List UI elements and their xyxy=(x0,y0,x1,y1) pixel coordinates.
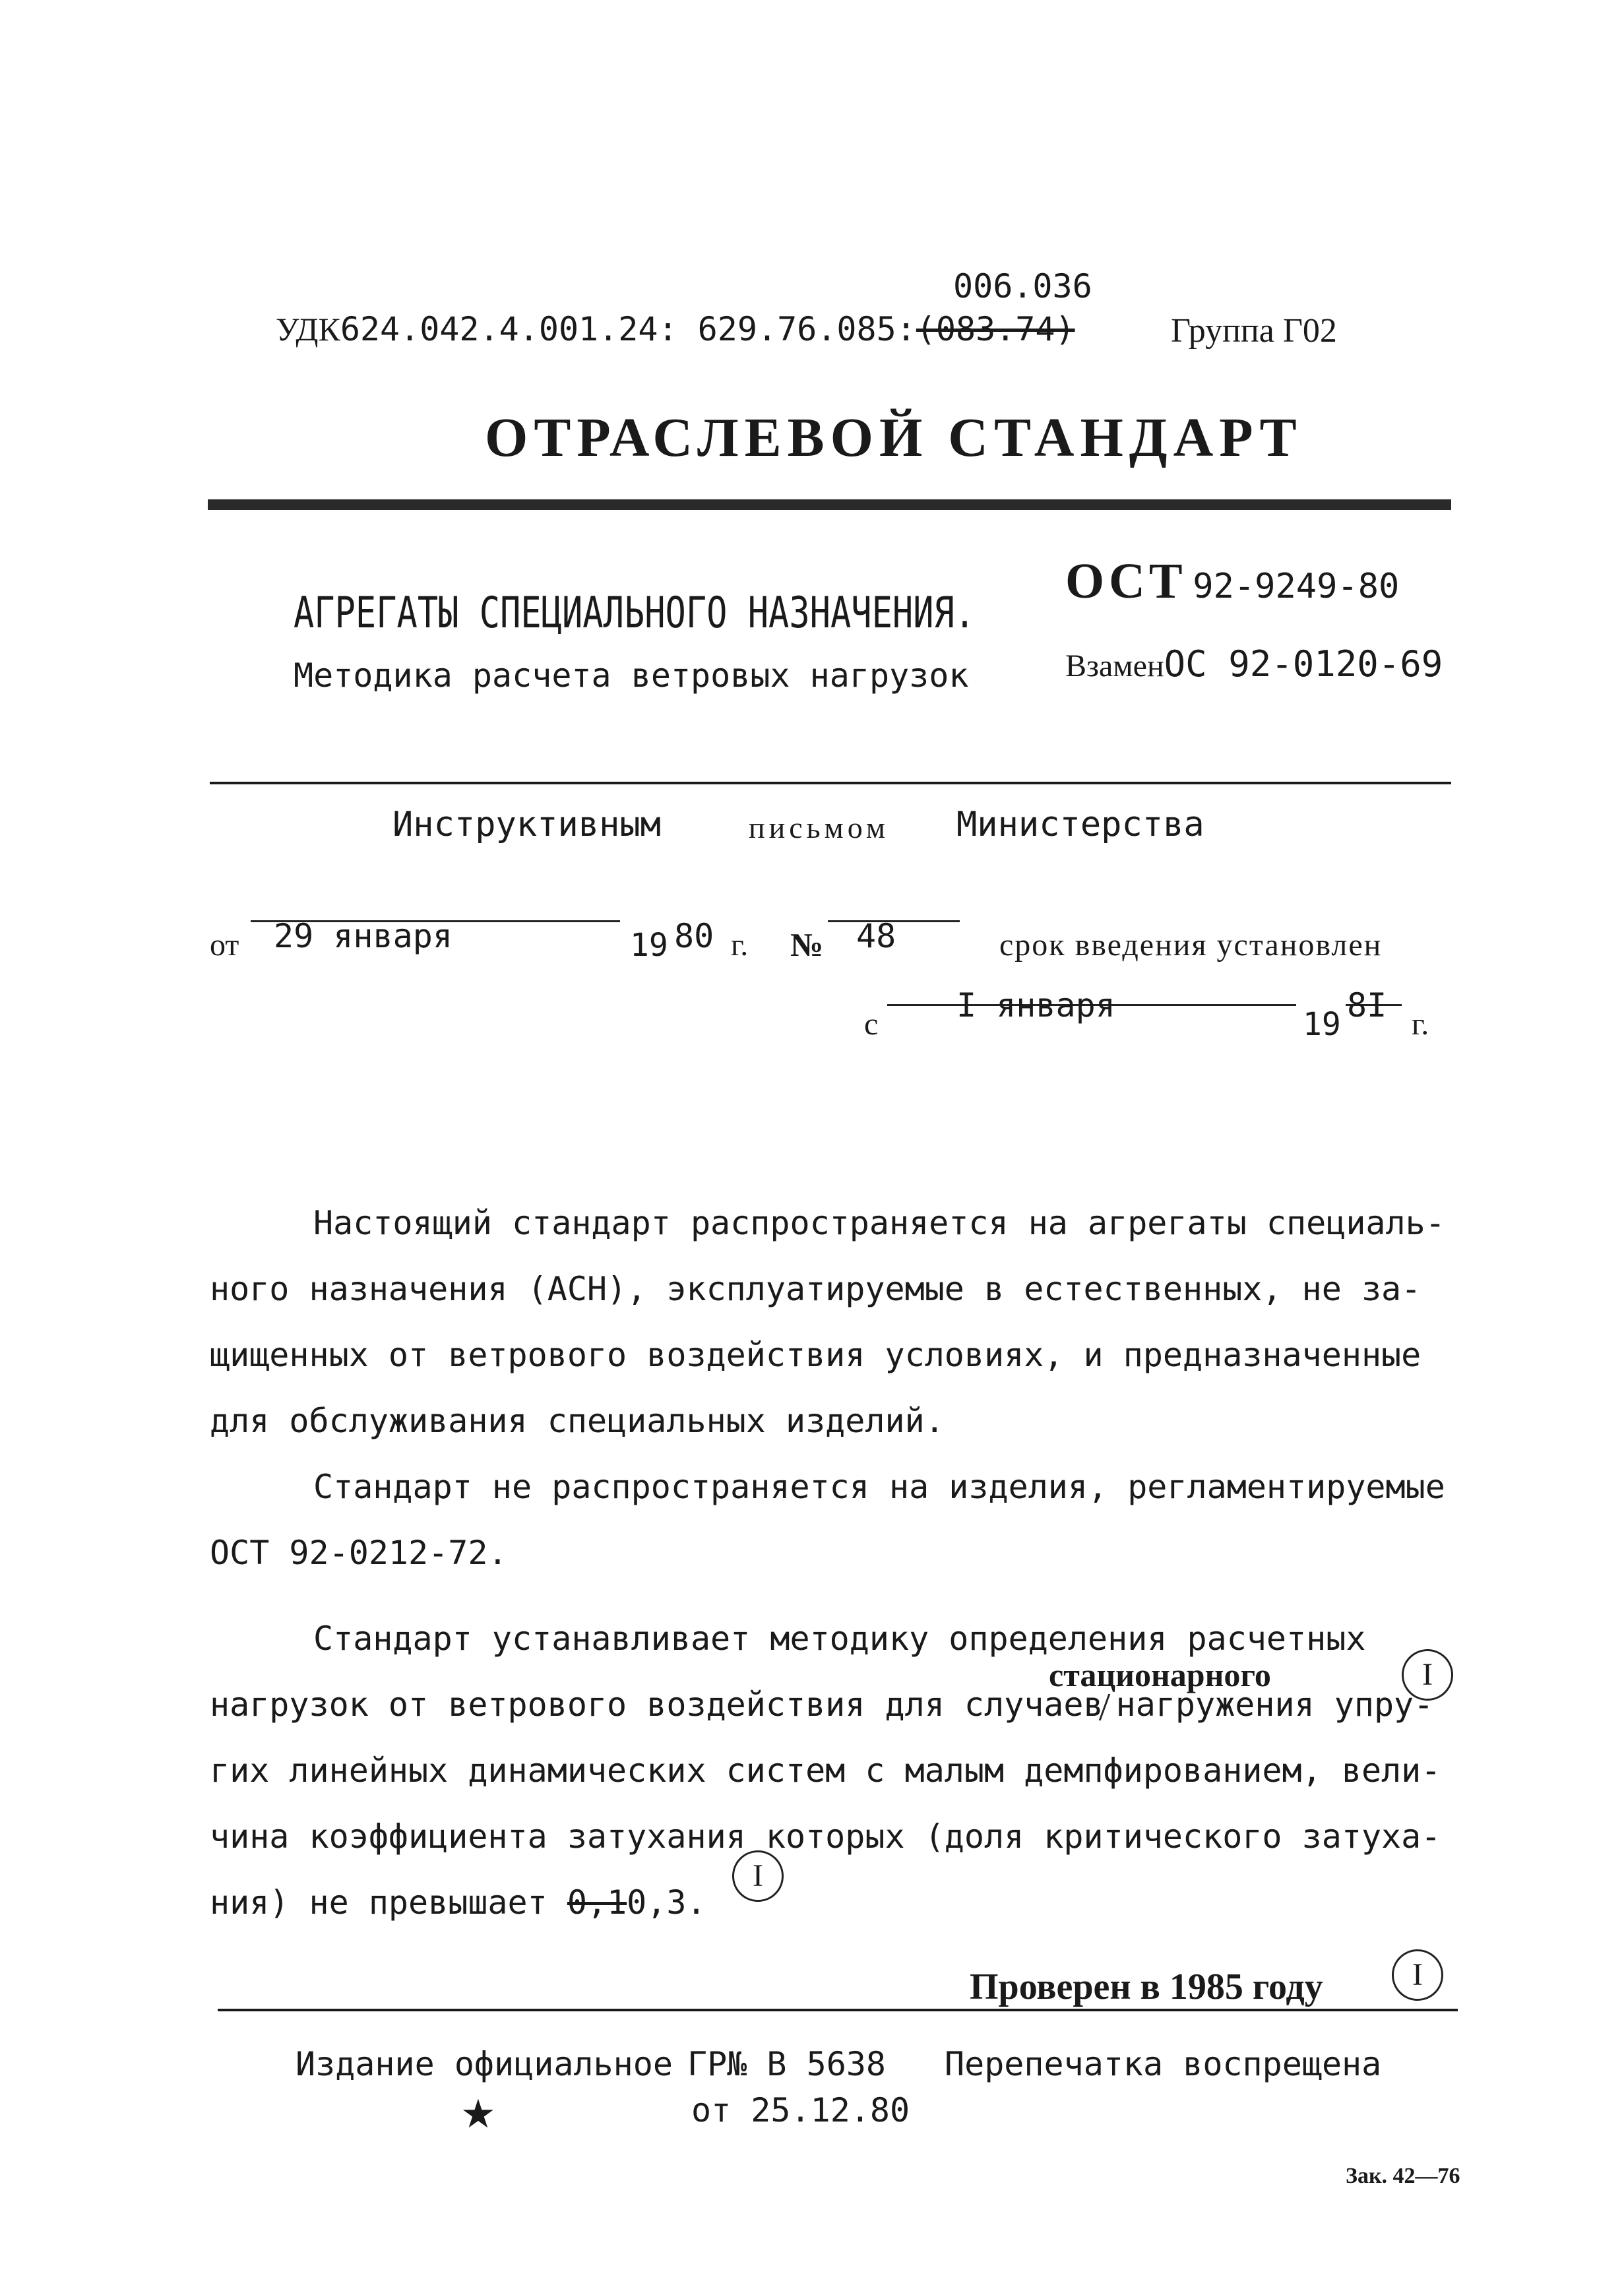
approval-word-3: Министерства xyxy=(956,805,1204,844)
p1-line-3: щищенных от ветрового воздействия условиях, и предназначенные xyxy=(210,1336,1421,1374)
p3-line-2b: нагружения упру- xyxy=(1115,1685,1434,1724)
edition-label: Издание официальное xyxy=(296,2045,673,2083)
date-handwritten: 29 января xyxy=(274,917,453,955)
udk-prefix: УДК xyxy=(276,311,340,348)
order-number: Зак. 42—76 xyxy=(1346,2164,1460,2188)
year-g: г. xyxy=(731,927,749,962)
replaces xyxy=(1065,643,1443,685)
reprint-notice: Перепечатка воспрещена xyxy=(945,2045,1382,2083)
year-prefix: 19 xyxy=(630,927,668,964)
subject-line-2: Методика расчета ветровых нагрузок xyxy=(294,656,969,695)
since-g: г. xyxy=(1412,1007,1429,1042)
p3-line-2 xyxy=(210,1685,1433,1724)
revision-circle-1 xyxy=(1402,1649,1453,1701)
footer-rule xyxy=(218,2009,1458,2011)
revision-mark-2: I xyxy=(753,1858,763,1893)
replaces-label: Взамен xyxy=(1065,648,1164,683)
udk-correction: 006.036 xyxy=(953,267,1092,305)
p3-insert: стационарного xyxy=(1049,1656,1271,1693)
number-label: № xyxy=(790,926,824,963)
title-rule xyxy=(208,499,1451,510)
registration: ГР№ В 5638 xyxy=(687,2045,887,2083)
approval-word-2: письмом xyxy=(749,811,889,844)
year-suffix: 80 xyxy=(674,917,714,955)
revision-circle-3 xyxy=(1392,1949,1443,2001)
p3-line-4: чина коэффициента затухания которых (доля критического затуха- xyxy=(210,1817,1441,1856)
since-year-prefix: 19 xyxy=(1303,1006,1341,1043)
effective-text: срок введения установлен xyxy=(999,927,1383,962)
p3-struck: 0,1 xyxy=(567,1883,627,1922)
p2-line-2: ОСТ 92-0212-72. xyxy=(210,1534,508,1572)
udk-code: 624.042.4.001.24: 629.76.085: xyxy=(340,310,916,348)
udk-line xyxy=(276,310,1075,348)
p1-line-2: ного назначения (АСН), эксплуатируемые в естественных, не за- xyxy=(210,1270,1421,1308)
p3-line-5a: ния) не превышает xyxy=(210,1883,547,1922)
p3-line-3: гих линейных динамических систем с малым демпфированием, вели- xyxy=(210,1751,1441,1790)
registration-date: от 25.12.80 xyxy=(691,2091,910,2129)
checked-stamp: Проверен в 1985 году xyxy=(970,1966,1323,2007)
p2-line-1: Стандарт не распространяется на изделия, регламентируемые xyxy=(313,1468,1445,1506)
replaces-number: ОС 92-0120-69 xyxy=(1164,643,1443,685)
subject-line-1: АГРЕГАТЫ СПЕЦИАЛЬНОГО НАЗНАЧЕНИЯ. xyxy=(294,588,976,638)
revision-mark-3: I xyxy=(1412,1957,1423,1992)
page-title: ОТРАСЛЕВОЙ СТАНДАРТ xyxy=(485,407,1303,468)
from-label: от xyxy=(210,927,239,962)
star-icon: ★ xyxy=(460,2091,496,2137)
ost-designation xyxy=(1065,553,1399,610)
p3-line-2a: нагрузок от ветрового воздействия для случаев xyxy=(210,1685,1104,1724)
since-label: с xyxy=(864,1007,879,1042)
p3-line-5 xyxy=(210,1883,706,1922)
p3-line-5b: 0,3. xyxy=(627,1883,706,1922)
ost-number: 92-9249-80 xyxy=(1193,567,1400,606)
approval-word-1: Инструктивным xyxy=(392,805,661,844)
revision-circle-2 xyxy=(732,1850,784,1902)
subject-rule xyxy=(210,782,1451,784)
since-year-suffix: 8I xyxy=(1347,986,1387,1024)
since-date: I января xyxy=(956,986,1115,1024)
p1-line-4: для обслуживания специальных изделий. xyxy=(210,1402,945,1440)
revision-mark-1: I xyxy=(1422,1657,1433,1692)
p3-line-1: Стандарт устанавливает методику определения расчетных xyxy=(313,1619,1366,1658)
number-value: 48 xyxy=(856,917,896,955)
group-label: Группа Г02 xyxy=(1171,312,1337,350)
ost-label: ОСТ xyxy=(1065,553,1187,609)
udk-struck: (083.74) xyxy=(916,310,1075,348)
p1-line-1: Настоящий стандарт распространяется на агрегаты специаль- xyxy=(313,1204,1445,1242)
